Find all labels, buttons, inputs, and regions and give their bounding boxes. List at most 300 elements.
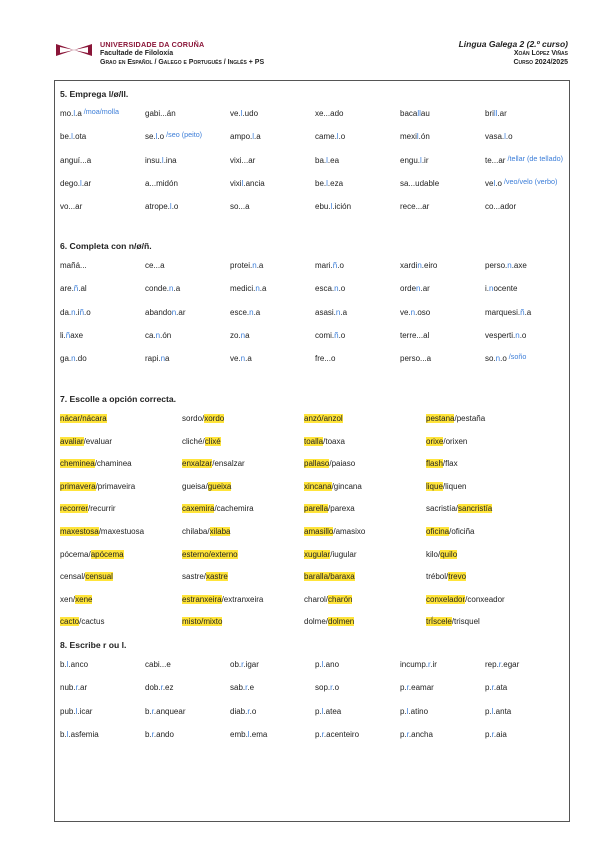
word-part: sa...udable [400,178,440,188]
word-part: .ando [153,729,174,739]
correct-option: apócema [90,549,124,559]
option-item [304,550,357,559]
word-part: .ir [421,155,429,165]
word-part: .o [500,354,507,364]
word-part: ampo. [230,132,253,142]
option-item [426,595,505,604]
word-part: .anta [493,706,512,716]
word-part: be. [315,178,327,188]
exercise-row [60,308,565,331]
word-part: p. [315,660,322,669]
answer-fill: r [245,683,248,693]
word-item [485,132,513,141]
option-item [426,459,458,468]
correct-option: esterno/externo [182,549,238,559]
option-text: kilo/ [426,549,441,559]
option-text: /toaxa [323,436,345,446]
word-part: ebu. [315,202,331,212]
word-item [485,308,531,317]
word-part: baca [400,109,418,118]
correct-option: pallaso [304,459,330,469]
answer-fill: l [420,155,422,165]
s6-title: 6. Completa con n/ø/ñ. [60,241,152,251]
word-part: co...ador [485,202,517,212]
word-part: .ición [332,202,352,212]
word-part: p. [400,683,407,693]
answer-fill: n [495,354,501,364]
word-part: gabi...án [145,109,176,118]
answer-fill: n [334,284,339,294]
faculty-name: Facultade de Filoloxía [100,50,174,57]
s8-grid [60,660,565,753]
answer-fill: n [155,330,161,340]
word-item [485,261,527,270]
word-item [315,331,345,340]
word-item [315,284,345,293]
answer-fill: l [66,729,69,739]
word-part: .ar [497,109,507,118]
exercise-row [60,261,565,284]
answer-fill: n [171,307,177,317]
answer-note: /seo (peito) [166,130,203,140]
option-text: dolme/ [304,617,329,627]
s8-title: 8. Escribe r ou l. [60,640,127,650]
word-part: insu. [145,155,162,165]
word-item [145,354,169,363]
word-part: mexi [400,132,417,142]
word-part: .axe [511,261,527,270]
word-item [145,132,202,141]
option-text: /primaveira [95,481,136,491]
word-item [230,156,255,165]
answer-fill: r [75,683,78,693]
word-part: .ina [163,155,177,165]
option-item [60,437,112,446]
degree-name: Grao en Español / Galego e Portugués / Inglés + PS [100,59,265,66]
word-part: rep. [485,660,499,669]
word-item [145,683,173,692]
option-item [426,482,466,491]
answer-fill: r [491,729,494,739]
word-item [400,707,428,716]
word-part: ve. [230,354,241,364]
s6-grid [60,261,565,377]
correct-option: cheminea [60,459,95,469]
option-item [60,550,124,559]
professor-name: Xoán López Viñas [513,50,568,57]
option-item [182,437,221,446]
word-item [315,156,339,165]
word-part: .a [75,109,82,118]
word-part: .o [505,132,513,142]
word-part: .icar [77,706,93,716]
word-part: terre...al [400,330,430,340]
word-part: incump. [400,660,429,669]
word-part: .eiro [421,261,438,270]
correct-option: recorrer [60,504,89,514]
header-left [100,40,264,67]
option-text: /extranxeira [221,594,264,604]
correct-option: avaliar [60,436,84,446]
option-text: /liquen [442,481,467,491]
word-part: medici. [230,284,256,294]
word-part: .al [78,284,87,294]
word-part: vo...ar [60,202,83,212]
answer-note: /tellar (de tellado) [507,153,563,163]
correct-option: caxemira [182,504,215,514]
word-item [400,730,433,739]
word-item [400,202,429,211]
word-item [145,179,178,188]
word-item [315,261,344,270]
word-part: asasi. [315,307,336,317]
word-item [60,261,87,270]
word-item [315,730,359,739]
correct-option: enxalzar [182,459,213,469]
word-item [400,308,430,317]
word-item [230,308,260,317]
option-item [182,459,245,468]
correct-option: cacto [60,617,80,627]
word-item [145,331,171,340]
answer-fill: r [406,729,409,739]
section-7 [60,394,565,640]
word-part: i. [485,284,489,294]
option-text: /trisquel [451,617,480,627]
option-text: /parexa [328,504,355,514]
correct-option: xilaba [209,526,231,536]
correct-option: trevo [448,572,467,582]
word-part: ba. [315,155,327,165]
answer-fill: l [321,660,324,669]
answer-fill: l [416,132,419,142]
word-part: b. [60,660,67,669]
correct-option: flash [426,459,443,469]
answer-fill: ll [417,109,421,118]
word-part: .o [157,132,165,142]
answer-fill: l [336,132,339,142]
word-item [485,284,517,293]
option-item [426,617,480,626]
word-part: .acenteiro [323,729,360,739]
word-part: au [420,109,430,118]
correct-option: charón [328,594,353,604]
word-part: mari. [315,261,333,270]
word-part: a...midón [145,178,178,188]
word-item [400,331,429,340]
s7-title: 7. Escolle a opción correcta. [60,394,177,404]
word-item [485,730,507,739]
option-text: sordo/ [182,414,205,423]
answer-fill: n [417,261,422,270]
word-part: ob. [230,660,242,669]
word-part: .ota [72,132,87,142]
word-part: ga. [60,354,72,364]
word-item [400,660,437,669]
section-8 [60,640,565,753]
word-part: be. [60,132,72,142]
option-text: /recurrir [88,504,116,514]
answer-note: /moa/molla [83,107,119,116]
word-part: .anco [68,660,89,669]
exercise-row [60,202,565,225]
option-item [304,572,355,581]
word-part: .ón [418,132,430,142]
exercise-row [60,354,565,377]
option-text: cliché/ [182,436,205,446]
answer-fill: l [75,706,78,716]
option-text: sacristía/ [426,504,459,514]
option-text: /evaluar [83,436,113,446]
word-item [315,109,343,118]
word-part: .eza [327,178,344,188]
word-part: .a [173,284,181,294]
correct-option: xordo [204,414,225,423]
answer-fill: n [335,307,341,317]
word-part: so. [485,354,496,364]
answer-fill: n [255,284,260,294]
word-item [60,354,87,363]
word-item [230,707,256,716]
word-part: .atea [323,706,342,716]
word-part: .ir [430,660,437,669]
option-item [182,527,230,536]
option-item [182,595,263,604]
option-text: /orixen [443,436,468,446]
word-item [145,202,178,211]
word-part: p. [315,706,322,716]
word-part: .a [259,284,267,294]
word-part: perso...a [400,354,432,364]
answer-fill: l [247,729,250,739]
answer-fill: ñ [520,307,525,317]
exercise-frame [54,80,570,822]
option-text: trébol/ [426,572,449,582]
word-item [145,109,176,118]
word-item [485,683,507,692]
word-item [485,331,526,340]
word-item [230,261,263,270]
answer-fill: n [515,330,520,340]
word-part: mo. [60,109,74,118]
option-item [304,527,365,536]
word-item [60,331,83,340]
s5-title: 5. Emprega l/ø/ll. [60,89,129,99]
answer-fill: l [326,178,328,188]
word-part: .o [338,132,346,142]
word-part: .aia [493,729,507,739]
option-item [304,482,362,491]
s7-grid [60,414,565,640]
answer-fill: ñ [332,261,338,270]
word-part: p. [400,706,407,716]
option-item [426,504,492,513]
word-part: .eamar [408,683,434,693]
word-part: .ar [81,178,92,188]
answer-fill: n [249,307,254,317]
answer-fill: n [489,284,494,294]
option-text: /amasixo [333,526,366,536]
word-part: ce...a [145,261,165,270]
word-item [60,284,87,293]
answer-fill: ll [493,109,498,118]
word-part: dob. [145,683,161,693]
word-part: diab. [230,706,248,716]
word-item [315,179,343,188]
word-item [230,354,252,363]
word-part: te...ar [485,155,506,165]
exercise-row [60,414,565,437]
exercise-row [60,683,565,706]
exercise-row [60,730,565,753]
exercise-row [60,109,565,132]
word-item [60,179,91,188]
word-item [230,683,254,692]
answer-fill: r [491,683,494,693]
exercise-row [60,617,565,640]
word-part: b. [145,706,152,716]
word-part: are. [60,284,74,294]
correct-option: amasillo [304,526,334,536]
option-item [60,572,113,581]
word-item [60,202,82,211]
answer-fill: l [493,178,496,188]
word-item [60,308,91,317]
word-part: rapi. [145,354,161,364]
option-item [60,527,144,536]
answer-fill: l [71,132,73,142]
correct-option: orixe [426,436,444,446]
option-item [60,414,107,423]
answer-fill: n [71,354,76,364]
section-6 [60,241,565,377]
word-part: .a [253,307,261,317]
exercise-row [60,504,565,527]
answer-fill: r [247,706,250,716]
word-part: se. [145,132,156,142]
word-part: .a [254,132,261,142]
word-part: .ar [420,284,430,294]
word-part: .do [75,354,87,364]
word-part: p. [400,729,407,739]
word-part: nub. [60,683,76,693]
answer-fill: n [240,354,246,364]
word-item [60,156,91,165]
word-part: sop. [315,683,331,693]
correct-option: quilo [440,549,458,559]
answer-fill: l [155,132,158,142]
word-part: rece...ar [400,202,430,212]
word-part: atrope. [145,202,170,212]
word-part: came. [315,132,337,142]
word-part: pub. [60,706,76,716]
word-part: .o [171,202,179,212]
word-item [400,354,431,363]
exercise-row [60,331,565,354]
word-part: a [165,354,170,364]
word-part: esce. [230,307,250,317]
word-item [315,202,351,211]
correct-option: xincana [304,481,332,491]
word-item [60,707,92,716]
correct-option: estranxeira [182,594,222,604]
option-item [182,550,238,559]
word-item [60,730,99,739]
word-part: ve. [400,307,411,317]
university-logo-icon [54,40,94,60]
option-item [426,527,474,536]
word-part: ve. [230,109,241,118]
answer-note: /soño [508,352,527,362]
word-part: .oso [415,307,431,317]
option-item [60,482,135,491]
option-text: censal/ [60,572,86,582]
word-item [230,660,259,669]
correct-option: sancristía [458,504,493,514]
answer-fill: n [410,307,416,317]
answer-fill: l [169,202,172,212]
correct-option: conxelador [426,594,466,604]
word-part: .o [519,330,527,340]
word-part: b. [60,729,67,739]
option-text: /iugular [330,549,357,559]
word-item [230,730,267,739]
word-part: vesperti. [485,330,516,340]
word-item [145,284,180,293]
word-item [400,156,428,165]
option-item [426,572,466,581]
option-item [182,414,224,423]
exercise-row [60,153,565,179]
answer-fill: n [252,261,257,270]
word-item [145,660,171,669]
section-5 [60,89,565,225]
word-part: b. [145,729,152,739]
option-text: xen/ [60,594,76,604]
word-part: .i [75,307,80,317]
correct-option: xugular [304,549,331,559]
word-item [60,132,86,141]
correct-option: clixé [204,436,221,446]
answer-fill: r [498,660,502,669]
word-item [145,156,177,165]
word-part: p. [485,683,492,693]
word-part: .atino [408,706,429,716]
word-part: engu. [400,155,421,165]
word-item [315,308,347,317]
option-item [60,617,104,626]
word-part: sab. [230,683,246,693]
answer-fill: l [240,109,243,118]
word-part: mañá... [60,261,87,270]
option-item [304,414,343,423]
word-part: so...a [230,202,250,212]
word-part: .ea [327,155,340,165]
option-item [182,572,228,581]
answer-fill: l [66,660,69,669]
option-text: chilaba/ [182,526,210,536]
word-item [485,176,558,188]
exercise-row [60,482,565,505]
word-part: .udo [242,109,259,118]
word-part: .a [340,307,348,317]
word-item [315,132,345,141]
word-item [315,683,339,692]
header [54,38,570,78]
word-part: .o [249,706,257,716]
answer-fill: r [321,729,324,739]
answer-fill: ñ [334,330,339,340]
